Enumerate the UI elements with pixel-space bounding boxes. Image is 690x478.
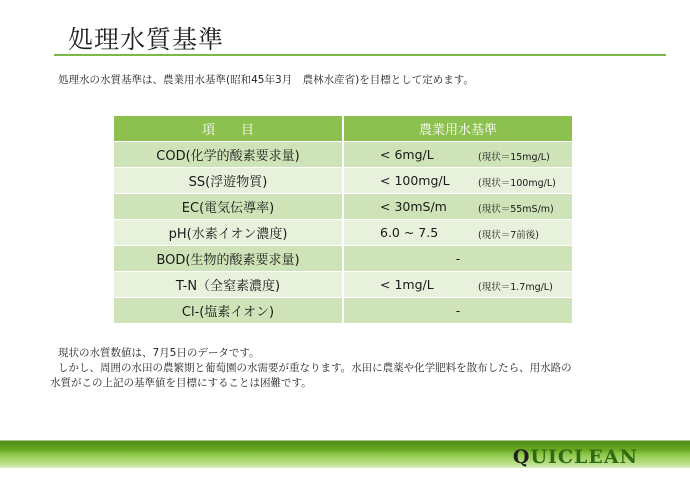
row-standard [344,220,572,245]
row-standard [344,246,572,271]
page-title: 処理水質基準 [68,25,225,54]
row-item: pH(水素イオン濃度) [114,220,342,245]
row-item: EC(電気伝導率) [114,194,342,219]
row-standard [344,272,572,297]
standard-value: - [455,251,461,266]
standard-value: < 30mS/m [380,199,447,214]
table-row [114,272,572,297]
table-row [114,168,572,193]
row-item: BOD(生物的酸素要求量) [114,246,342,271]
current-value-note: (現状＝100mg/L) [478,178,556,189]
table-row [114,194,572,219]
current-value-note: (現状＝55mS/m) [478,204,554,215]
standard-value: 6.0 ~ 7.5 [380,225,439,240]
table-header-row [114,116,572,141]
row-standard [344,298,572,323]
water-quality-table [114,116,572,324]
standard-value: < 100mg/L [380,173,450,188]
logo-text: UICLEAN [530,446,638,468]
table-row [114,220,572,245]
standard-value: - [455,303,461,318]
row-standard [344,194,572,219]
standard-value: < 6mg/L [380,147,434,162]
logo-initial: Q [512,446,531,468]
standard-value: < 1mg/L [380,277,434,292]
row-standard [344,168,572,193]
title-divider [54,54,666,56]
table-row [114,142,572,167]
notes-line: 水質がこの上記の基準値を目標にすることは困難です。 [50,377,312,389]
company-logo [513,446,638,468]
current-value-note: (現状＝1.7mg/L) [478,282,553,293]
row-standard [344,142,572,167]
row-item: SS(浮遊物質) [114,168,342,193]
table-row [114,298,572,323]
row-item: COD(化学的酸素要求量) [114,142,342,167]
notes-line: 現状の水質数値は、7月5日のデータです。 [58,347,260,359]
current-value-note: (現状＝15mg/L) [478,152,550,163]
notes-line: しかし、周囲の水田の農繁期と葡萄園の水需要が重なります。水田に農薬や化学肥料を散布したら、用水路の [58,362,572,374]
intro-text: 処理水の水質基準は、農業用水基準(昭和45年3月 農林水産省)を目標として定めます。 [58,74,474,86]
current-value-note: (現状＝7前後) [478,230,539,241]
table-row [114,246,572,271]
notes-paragraph [50,346,650,391]
header-item: 項 目 [114,116,342,141]
header-standard: 農業用水基準 [344,116,572,141]
row-item: T-N（全窒素濃度) [114,272,342,297]
row-item: Cl-(塩素イオン) [114,298,342,323]
